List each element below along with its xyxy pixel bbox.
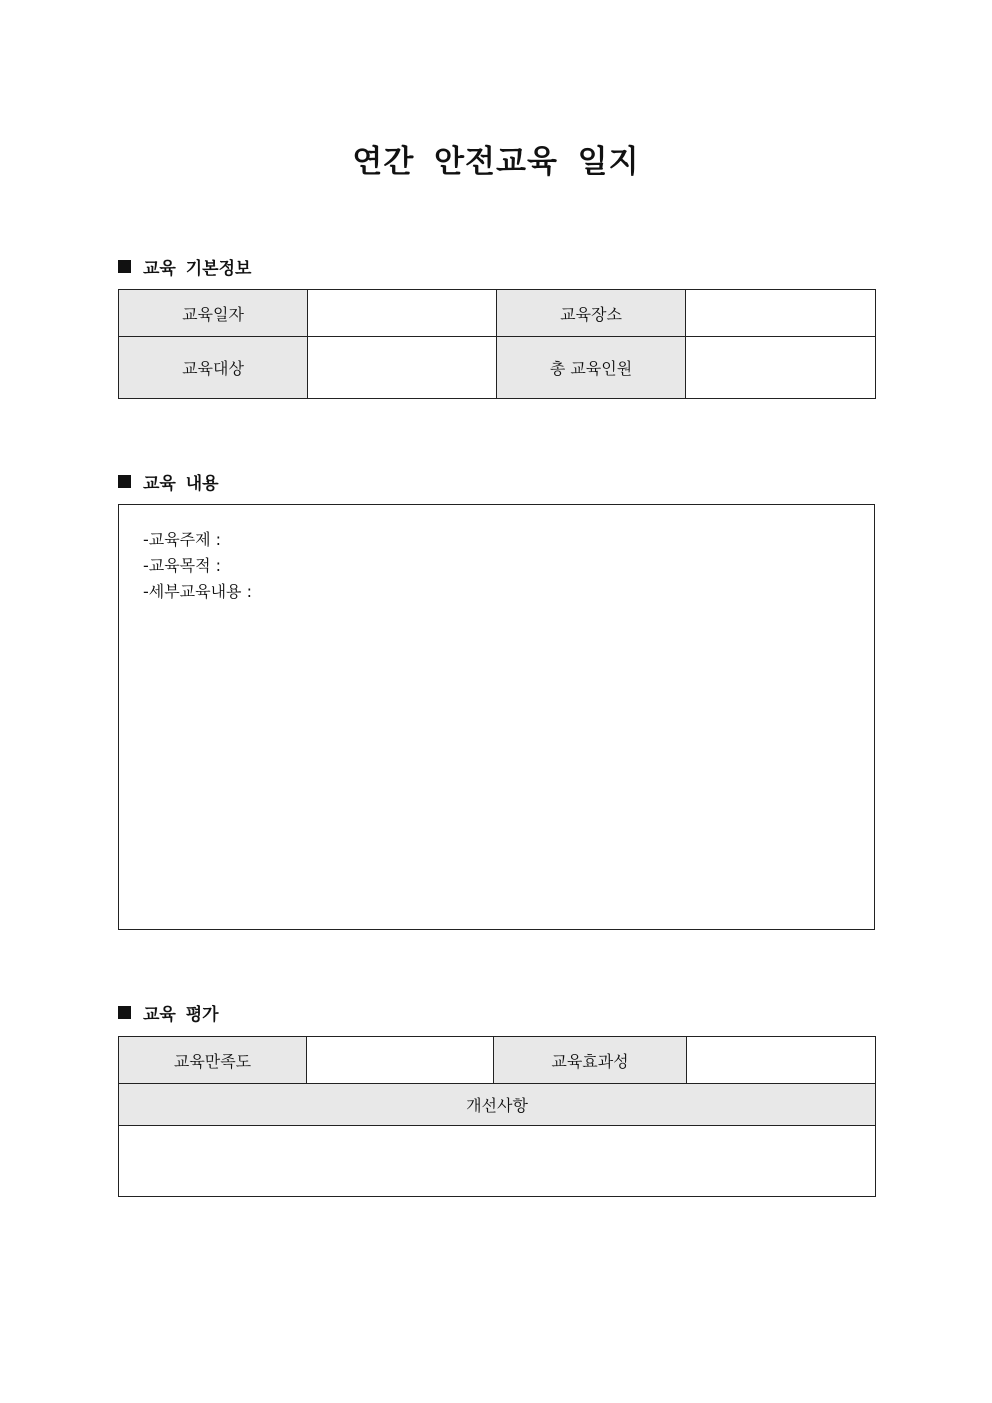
content-lines [143,527,252,605]
education-topic-line: -교육주제 : [143,530,222,549]
table-row [119,1126,876,1197]
basic-info-table [118,289,876,399]
satisfaction-label: 교육만족도 [119,1037,307,1084]
improvement-label: 개선사항 [119,1084,876,1126]
satisfaction-field[interactable] [307,1037,494,1084]
total-attendees-field[interactable] [686,337,876,399]
black-square-icon [118,475,131,488]
section-heading-text: 교육 기본정보 [143,259,252,279]
section-heading-text: 교육 평가 [143,1005,219,1025]
table-row [119,290,876,337]
section-heading-basic-info [118,254,251,279]
table-row [119,1037,876,1084]
effectiveness-label: 교육효과성 [494,1037,687,1084]
education-place-field[interactable] [686,290,876,337]
effectiveness-field[interactable] [687,1037,876,1084]
section-heading-text: 교육 내용 [143,474,219,494]
improvement-field[interactable] [119,1126,876,1197]
education-content-box[interactable] [118,504,875,930]
black-square-icon [118,1006,131,1019]
education-detail-line: -세부교육내용 : [143,582,252,601]
table-row [119,1084,876,1126]
evaluation-table [118,1036,876,1197]
education-purpose-line: -교육목적 : [143,556,222,575]
section-heading-content [118,469,219,494]
education-target-label: 교육대상 [119,337,308,399]
education-place-label: 교육장소 [497,290,686,337]
education-target-field[interactable] [308,337,497,399]
table-row [119,337,876,399]
education-date-field[interactable] [308,290,497,337]
page-title: 연간 안전교육 일지 [352,144,640,180]
total-attendees-label: 총 교육인원 [497,337,686,399]
section-heading-evaluation [118,1000,219,1025]
black-square-icon [118,260,131,273]
education-date-label: 교육일자 [119,290,308,337]
